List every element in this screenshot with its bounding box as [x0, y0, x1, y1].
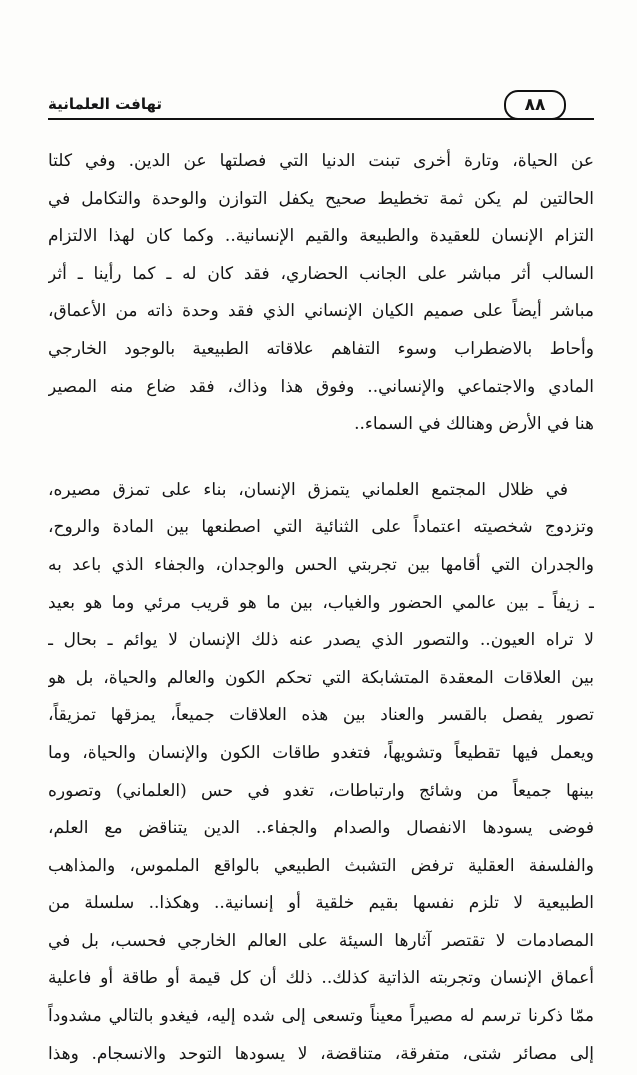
text-line: فوضى يسودها الانفصال والصدام والجفاء.. الدين يتناقض مع العلم، — [48, 818, 594, 839]
text-line: السالب أثر مباشر على الجانب الحضاري، فقد كان له ـ كما رأينا ـ أثر — [48, 263, 594, 284]
text-line: التزام الإنسان للعقيدة والطبيعة والقيم الإنسانية.. وكما كان لهذا الالتزام — [48, 226, 594, 247]
text-line: هنا في الأرض وهنالك في السماء.. — [354, 414, 594, 435]
text-line: إلى مصائر شتى، متفرقة، متناقضة، لا يسودها التوحد والانسجام. وهذا — [48, 1043, 594, 1064]
text-line: ويعمل فيها تقطيعاً وتشويهاً، فتغدو طاقات الكون والإنسان والحياة، وما — [48, 742, 594, 763]
text-line: ممّا ذكرنا ترسم له مصيراً معيناً وتسعى إلى شده إليه، فيغدو بالتالي مشدوداً — [48, 1006, 594, 1027]
page-number: ٨٨ — [504, 90, 566, 120]
text-line: المادي والاجتماعي والإنساني.. وفوق هذا وذاك، فقد ضاع منه المصير — [48, 376, 594, 397]
text-line: بين العلاقات المعقدة المتشابكة التي تحكم الكون والعالم والحياة، بل هو — [48, 667, 594, 688]
text-line: مباشر أيضاً على صميم الكيان الإنساني الذي فقد وحدة ذاته من الأعماق، — [48, 301, 594, 322]
paragraph — [48, 472, 594, 1074]
book-title: تهافت العلمانية — [48, 95, 168, 113]
text-line: ـ زيفاً ـ بين عالمي الحضور والغياب، بين ما هو قريب مرئي وما هو بعيد — [48, 592, 594, 613]
paragraph — [48, 143, 594, 444]
text-line: لا تراه العيون.. والتصور الذي يصدر عنه ذلك الإنسان لا يوائم ـ بحال ـ — [48, 630, 594, 651]
running-header — [48, 90, 594, 126]
text-line: تصور يفصل بالقسر والعناد بين هذه العلاقات جميعاً، يمزقها تمزيقاً، — [48, 705, 594, 726]
text-line: والفلسفة العقلية ترفض التشبث الطبيعي بالواقع الملموس، والمذاهب — [48, 855, 594, 876]
text-line: والجدران التي أقامها بين تجربتي الحس والوجدان، والجفاء الذي باعد به — [48, 554, 594, 575]
page-body — [48, 143, 594, 1073]
text-line: المصادمات لا تقتصر آثارها السيئة على العالم الخارجي فحسب، بل في — [48, 930, 594, 951]
text-line: في ظلال المجتمع العلماني يتمزق الإنسان، بناء على تمزق مصيره، — [48, 479, 568, 500]
text-line: عن الحياة، وتارة أخرى تبنت الدنيا التي فصلتها عن الدين. وفي كلتا — [48, 151, 594, 171]
text-line: الحالتين لم يكن ثمة تخطيط صحيح يكفل التوازن والوحدة والتكامل في — [48, 188, 594, 209]
text-line: أعماق الإنسان وتجربته الذاتية كذلك.. ذلك أن كل قيمة أو طاقة أو فاعلية — [48, 968, 594, 989]
text-line: بينها جميعاً من وشائج وارتباطات، تغدو في حس (العلماني) وتصوره — [48, 780, 594, 801]
text-line: وأحاط بالاضطراب وسوء التفاهم علاقاته الطبيعية بالوجود الخارجي — [48, 338, 594, 359]
text-line: وتزدوج شخصيته اعتماداً على الثنائية التي اصطنعها بين المادة والروح، — [48, 517, 594, 538]
text-line: الطبيعية لا تلزم نفسها بقيم خلقية أو إنسانية.. وهكذا.. سلسلة من — [48, 893, 594, 914]
paragraph-gap — [48, 444, 594, 472]
